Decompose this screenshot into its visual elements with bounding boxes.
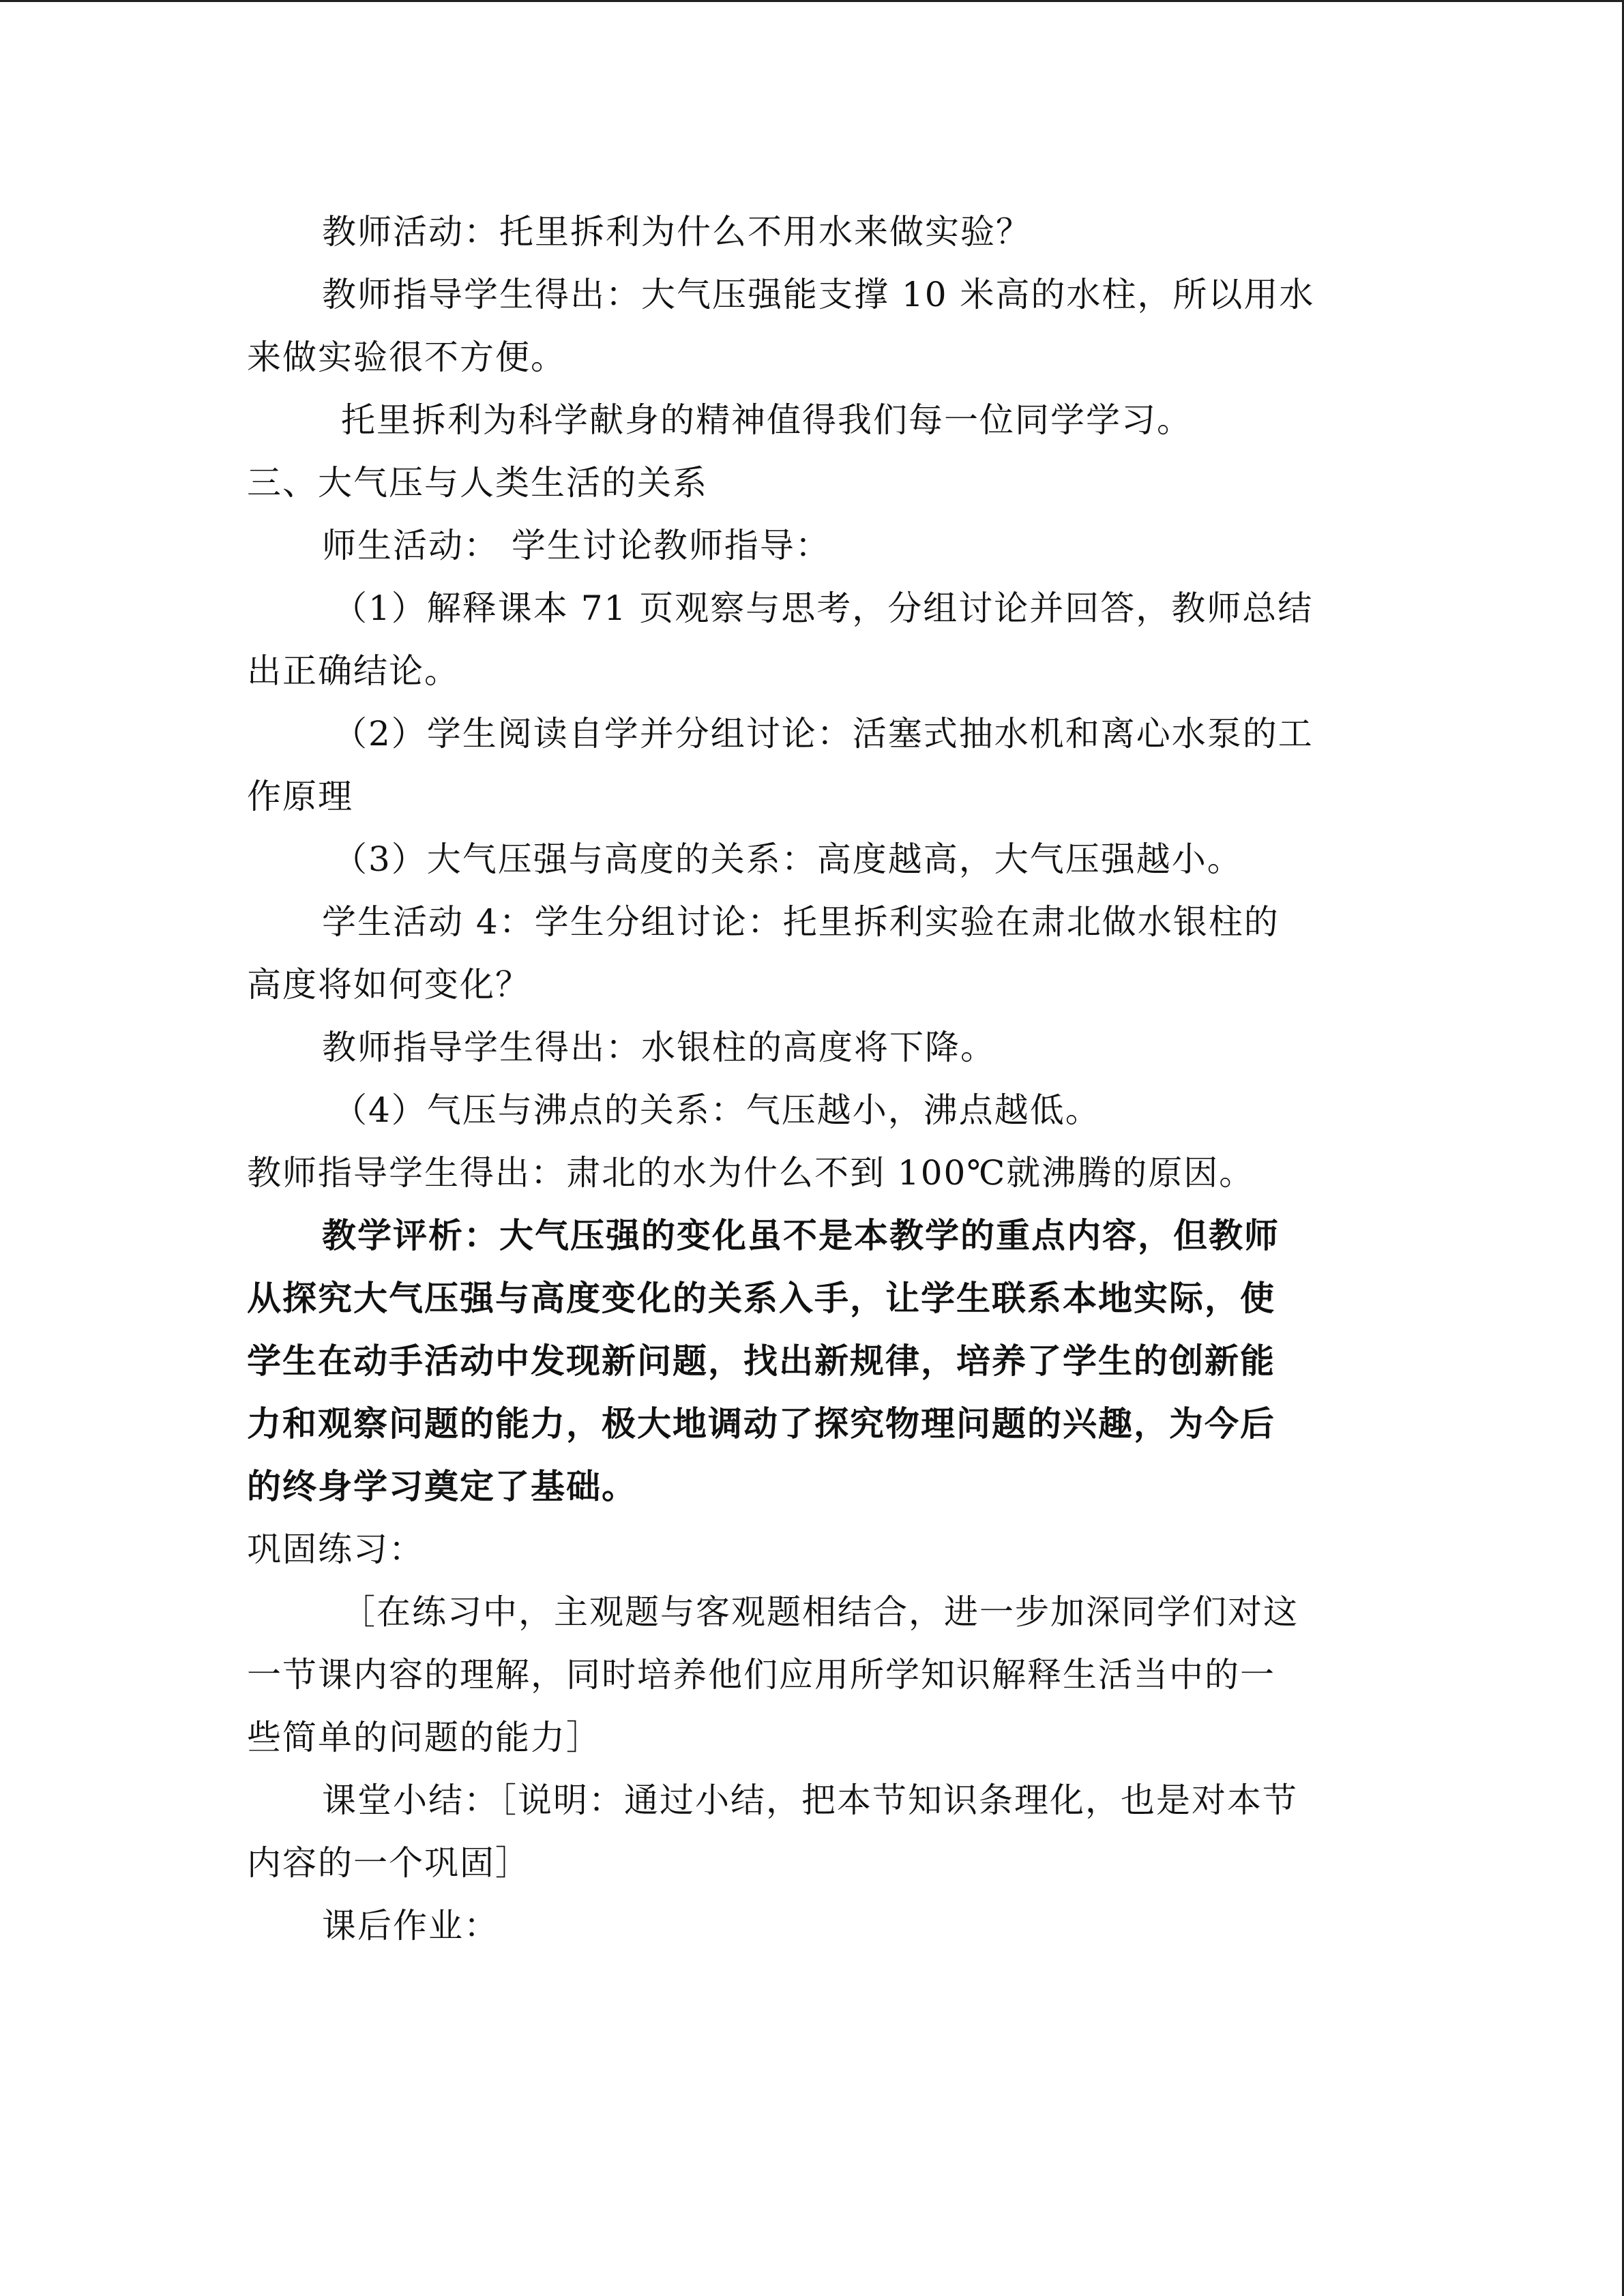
- student-activity-4-line-cont: 高度将如何变化？: [247, 965, 531, 1004]
- student-activity-4-line: 学生活动 4：学生分组讨论：托里拆利实验在肃北做水银柱的: [322, 902, 1280, 942]
- item-4-line: （4）气压与沸点的关系：气压越小，沸点越低。: [333, 1090, 1101, 1130]
- torricelli-spirit-line: 托里拆利为科学献身的精神值得我们每一位同学学习。: [341, 400, 1192, 440]
- teacher-activity-line: 教师活动：托里拆利为什么不用水来做实验？: [322, 212, 1031, 252]
- teacher-guidance-boiling-line: 教师指导学生得出：肃北的水为什么不到 100℃就沸腾的原因。: [247, 1153, 1255, 1193]
- teacher-guidance-line-cont: 来做实验很不方便。: [247, 338, 566, 377]
- exercise-note-line-1: ［在练习中，主观题与客观题相结合，进一步加深同学们对这: [341, 1592, 1299, 1632]
- consolidation-exercise-heading: 巩固练习：: [247, 1530, 424, 1569]
- teacher-guidance-mercury-line: 教师指导学生得出：水银柱的高度将下降。: [322, 1028, 996, 1067]
- class-summary-line: 课堂小结：［说明：通过小结，把本节知识条理化，也是对本节: [322, 1780, 1298, 1820]
- exercise-note-line-3: 些简单的问题的能力］: [247, 1718, 602, 1757]
- homework-heading: 课后作业：: [322, 1906, 499, 1945]
- teaching-analysis-line-1: 教学评析：大气压强的变化虽不是本教学的重点内容，但教师: [322, 1215, 1280, 1255]
- item-3-line: （3）大气压强与高度的关系：高度越高，大气压强越小。: [333, 839, 1243, 879]
- item-1-line-cont: 出正确结论。: [247, 651, 460, 691]
- teacher-student-activity-line: 师生活动： 学生讨论教师指导：: [322, 526, 831, 565]
- class-summary-line-cont: 内容的一个巩固］: [247, 1843, 531, 1883]
- teacher-guidance-line: 教师指导学生得出：大气压强能支撑 10 米高的水柱，所以用水: [322, 275, 1315, 314]
- teaching-analysis-line-5: 的终身学习奠定了基础。: [247, 1466, 637, 1506]
- section-three-heading: 三、大气压与人类生活的关系: [247, 463, 708, 503]
- teaching-analysis-line-3: 学生在动手活动中发现新问题，找出新规律，培养了学生的创新能: [247, 1341, 1275, 1381]
- item-2-line-cont: 作原理: [247, 777, 353, 816]
- teaching-analysis-line-2: 从探究大气压强与高度变化的关系入手，让学生联系本地实际，使: [247, 1278, 1275, 1318]
- teaching-analysis-line-4: 力和观察问题的能力，极大地调动了探究物理问题的兴趣，为今后: [247, 1403, 1275, 1444]
- item-1-line: （1）解释课本 71 页观察与思考，分组讨论并回答，教师总结: [333, 588, 1314, 628]
- exercise-note-line-2: 一节课内容的理解，同时培养他们应用所学知识解释生活当中的一: [247, 1655, 1275, 1695]
- item-2-line: （2）学生阅读自学并分组讨论：活塞式抽水机和离心水泵的工: [333, 714, 1314, 754]
